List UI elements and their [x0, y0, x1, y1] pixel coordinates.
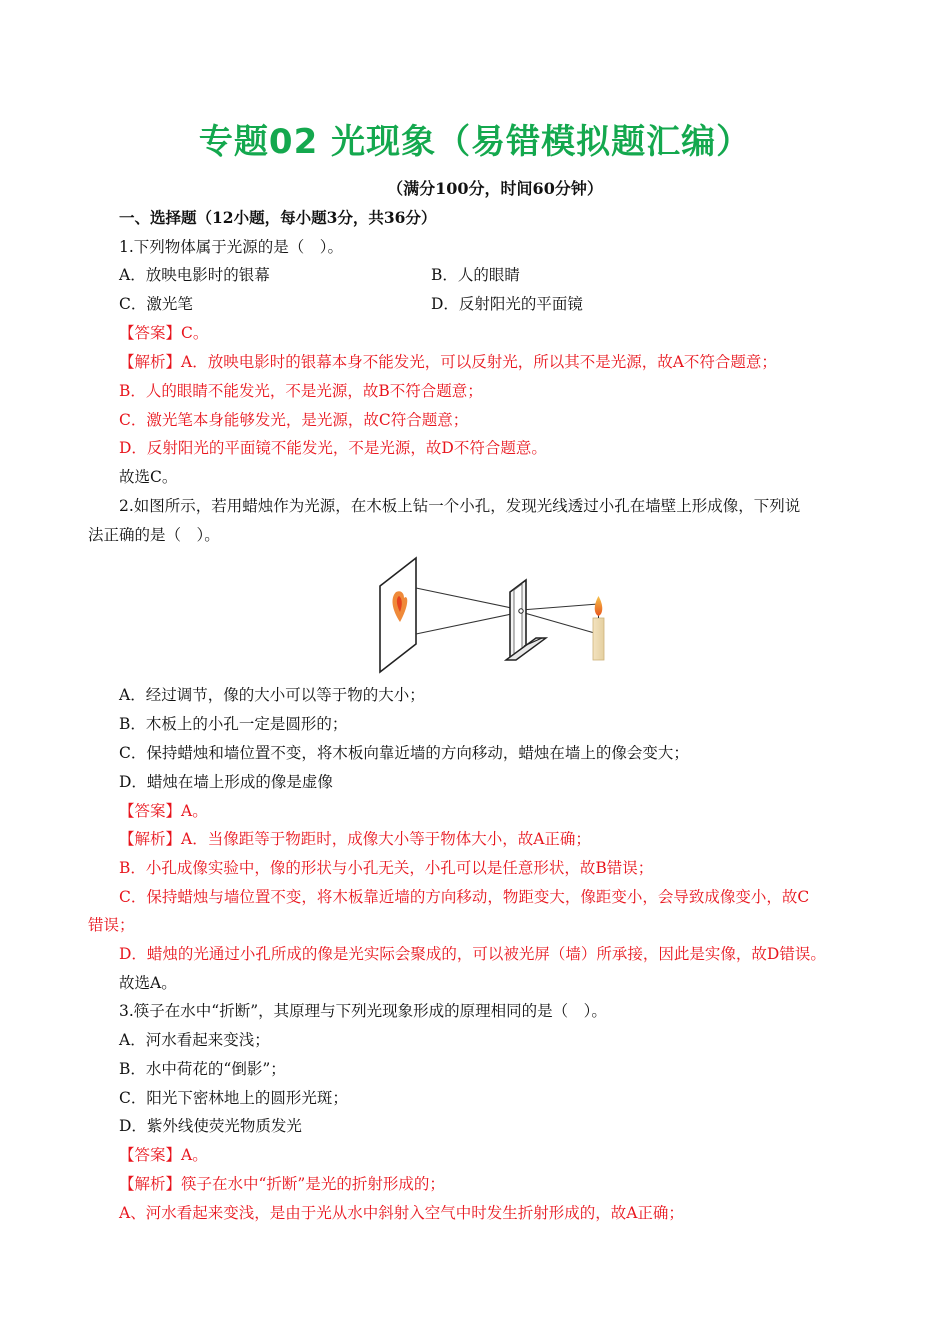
q1-option-d: D．反射阳光的平面镜	[431, 295, 583, 313]
q1-options-ab	[119, 264, 519, 286]
candle	[593, 618, 604, 660]
ray-lower-left	[416, 612, 521, 634]
q1-stem: 1.下列物体属于光源的是（ ）。	[119, 238, 344, 256]
q2-analysis-3-wrap: 错误；	[88, 916, 135, 934]
q1-option-a: A．放映电影时的银幕	[119, 266, 270, 284]
q2-analysis-1: 【解析】A．当像距等于物距时，成像大小等于物体大小，故A正确；	[119, 830, 591, 848]
q2-stem-line2: 法正确的是（ ）。	[88, 526, 220, 544]
q2-stem-line1: 2.如图所示，若用蜡烛作为光源，在木板上钻一个小孔，发现光线透过小孔在墙壁上形成像，下列说	[119, 497, 801, 515]
q3-option-d: D．紫外线使荧光物质发光	[119, 1117, 302, 1135]
q2-option-d: D．蜡烛在墙上形成的像是虚像	[119, 773, 333, 791]
ray-lower-right	[521, 612, 598, 634]
q1-option-b: B．人的眼睛	[431, 266, 520, 284]
q1-analysis-4: D．反射阳光的平面镜不能发光，不是光源，故D不符合题意。	[119, 439, 547, 457]
ray-upper-left	[416, 588, 521, 610]
q2-answer: 【答案】A。	[119, 802, 208, 820]
ray-upper-right	[521, 604, 598, 610]
q3-analysis-1: 【解析】筷子在水中“折断”是光的折射形成的；	[119, 1175, 445, 1193]
q1-option-c: C．激光笔	[119, 295, 193, 313]
q3-option-a: A．河水看起来变浅；	[119, 1031, 270, 1049]
q3-answer: 【答案】A。	[119, 1146, 208, 1164]
q1-choose: 故选C。	[119, 468, 178, 486]
q3-analysis-2: A、河水看起来变浅，是由于光从水中斜射入空气中时发生折射形成的，故A正确；	[119, 1204, 684, 1222]
q2-option-b: B．木板上的小孔一定是圆形的；	[119, 715, 348, 733]
q2-analysis-4: D．蜡烛的光通过小孔所成的像是光实际会聚成的，可以被光屏（墙）所承接，因此是实像，故D错误。	[119, 945, 826, 963]
pinhole	[519, 609, 523, 613]
q2-option-c: C．保持蜡烛和墙位置不变，将木板向靠近墙的方向移动，蜡烛在墙上的像会变大；	[119, 744, 689, 762]
q2-choose: 故选A。	[119, 974, 177, 992]
page-subtitle: （满分100分，时间60分钟）	[387, 179, 603, 198]
section-heading: 一、选择题（12小题，每小题3分，共36分）	[119, 208, 437, 227]
q1-analysis-2: B．人的眼睛不能发光，不是光源，故B不符合题意；	[119, 382, 483, 400]
q1-answer: 【答案】C。	[119, 324, 209, 342]
q2-analysis-2: B．小孔成像实验中，像的形状与小孔无关，小孔可以是任意形状，故B错误；	[119, 859, 654, 877]
page-title: 专题02 光现象（易错模拟题汇编）	[198, 122, 752, 162]
q1-analysis-1: 【解析】A．放映电影时的银幕本身不能发光，可以反射光，所以其不是光源，故A不符合题意；	[119, 353, 777, 371]
q1-options-cd	[119, 293, 583, 315]
q1-analysis-3: C．激光笔本身能够发光，是光源，故C符合题意；	[119, 411, 469, 429]
q3-option-b: B．水中荷花的“倒影”；	[119, 1060, 286, 1078]
q2-option-a: A．经过调节，像的大小可以等于物的大小；	[119, 686, 425, 704]
candle-flame	[595, 596, 603, 616]
q2-analysis-3: C．保持蜡烛与墙位置不变，将木板靠近墙的方向移动，物距变大，像距变小，会导致成像变小，故C	[119, 888, 810, 906]
q3-stem: 3.筷子在水中“折断”，其原理与下列光现象形成的原理相同的是（ ）。	[119, 1002, 607, 1020]
pinhole-camera-figure	[376, 552, 606, 676]
q3-option-c: C．阳光下密林地上的圆形光斑；	[119, 1089, 348, 1107]
